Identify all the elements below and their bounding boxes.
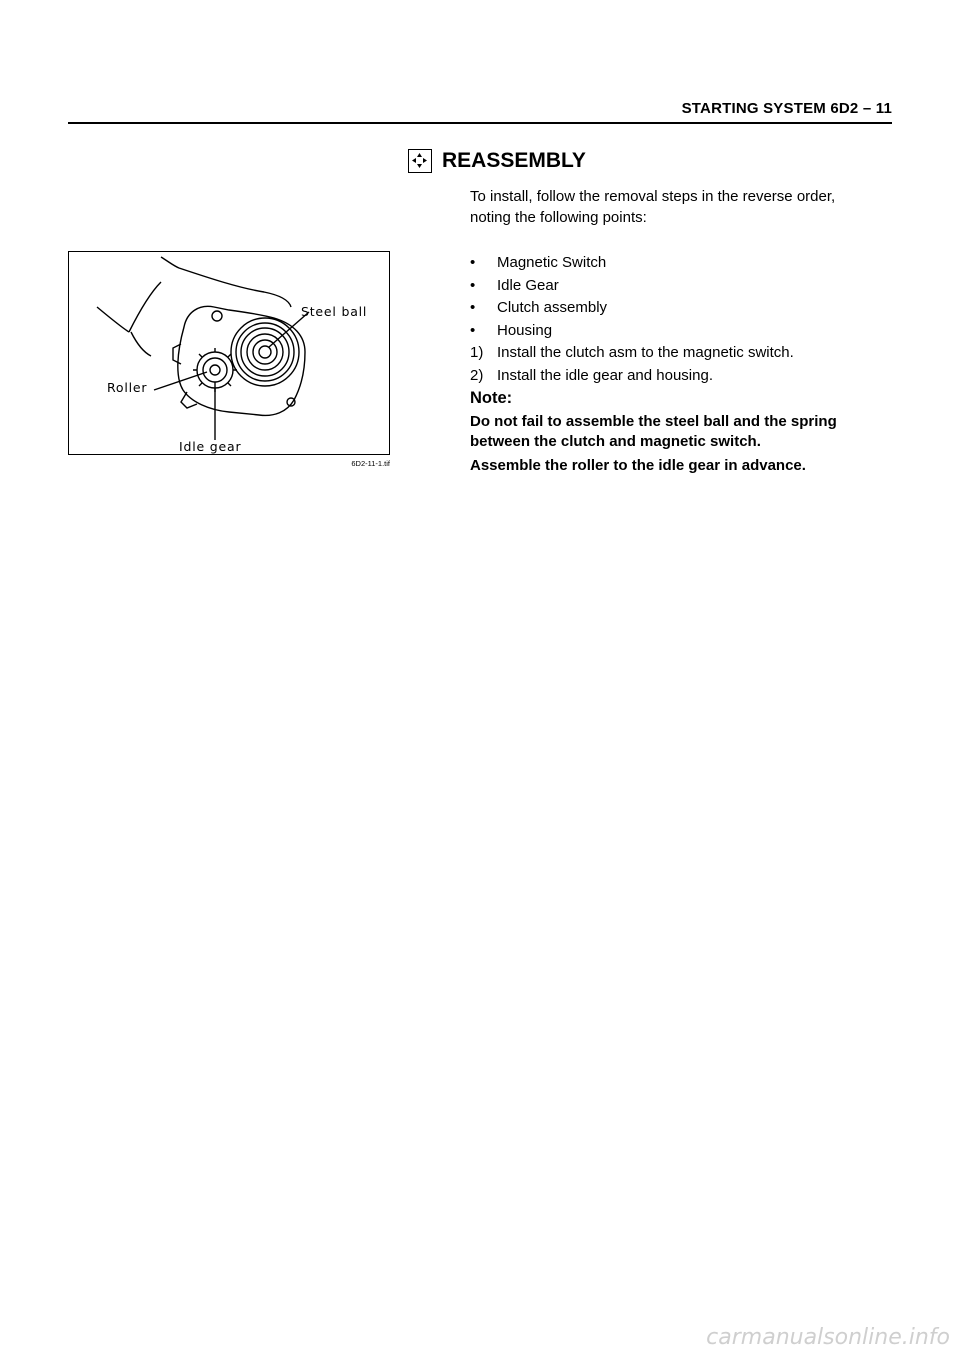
footer-watermark: carmanualsonline.info [706,1325,950,1350]
label-steel-ball: Steel ball [301,304,368,319]
list-item [470,365,890,388]
list-marker: 1) [470,344,484,361]
intro-paragraph: To install, follow the removal steps in the reverse order, noting the following points: [470,188,836,226]
list-text: Idle Gear [497,276,559,294]
reassembly-steps [470,252,890,387]
list-text: Magnetic Switch [497,254,607,271]
list-item [470,320,890,343]
starter-reassembly-illustration [69,252,389,454]
list-text: Clutch assembly [497,299,608,316]
list-text: Housing [497,321,553,339]
note-line: Assemble the roller to the idle gear in advance. [470,457,806,474]
note-title: Note: [470,389,513,407]
note-body [470,412,890,480]
list-item [470,342,890,365]
list-marker: 2) [470,366,484,384]
label-idle-gear: Idle gear [179,439,242,454]
list-text: Install the idle gear and housing. [497,366,713,384]
reassembly-arrows-icon [408,149,432,173]
note-line: Do not fail to assemble the steel ball and the spring between the clutch and magnetic switch. [470,413,837,450]
list-marker: • [470,254,476,271]
figure-box [68,251,390,455]
label-roller: Roller [107,380,148,395]
list-item [470,252,890,275]
list-text: Install the clutch asm to the magnetic switch. [497,344,794,361]
page-header-title: STARTING SYSTEM 6D2 – 11 [681,100,892,117]
list-marker: • [470,276,476,294]
list-marker: • [470,321,476,339]
list-item [470,297,890,320]
page-header [68,98,892,124]
list-item [470,275,890,298]
list-marker: • [470,299,476,316]
figure-caption: 6D2-11-1.tif [351,459,390,468]
section-heading [408,145,586,177]
section-title: REASSEMBLY [442,149,586,172]
